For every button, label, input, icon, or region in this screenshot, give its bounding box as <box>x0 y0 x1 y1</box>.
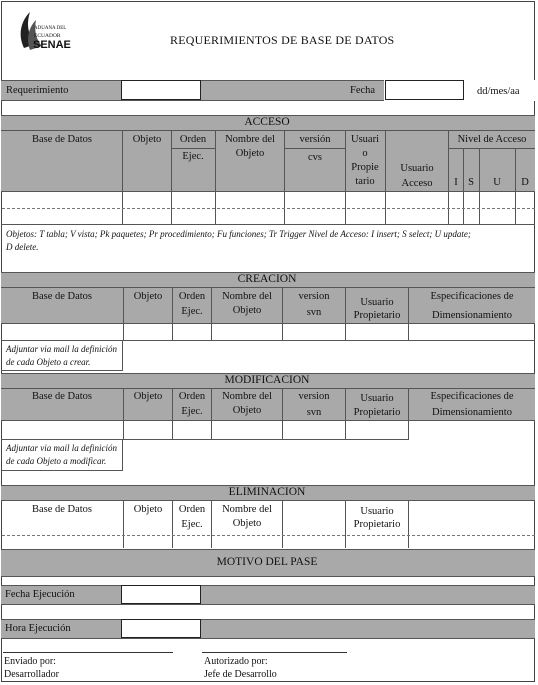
fecha-ejecucion-input[interactable] <box>121 585 201 604</box>
modificacion-col-nombre-1: Nombre del <box>222 391 272 402</box>
creacion-col-nombre-1: Nombre del <box>222 291 272 302</box>
acceso-col-s: S <box>468 177 474 188</box>
creacion-note-line1: Adjuntar via mail la definición <box>6 344 117 354</box>
acceso-col-orden-2: Ejec. <box>182 151 204 162</box>
modificacion-col-version-1: version <box>298 391 330 402</box>
modificacion-col-usuario-2: Propietario <box>353 407 401 418</box>
acceso-note-line2: D delete. <box>6 242 39 252</box>
eliminacion-col-objeto: Objeto <box>133 504 163 515</box>
hora-ejecucion-bar <box>1 619 535 639</box>
acceso-col-base: Base de Datos <box>31 134 93 145</box>
acceso-col-acceso-1: Usuario <box>400 163 434 174</box>
acceso-col-version-1: versión <box>299 134 331 145</box>
modificacion-col-orden-1: Orden <box>178 391 206 402</box>
eliminacion-col-orden-1: Orden <box>178 504 206 515</box>
eliminacion-col-usuario-1: Usuario <box>360 506 394 517</box>
acceso-col-version-2: cvs <box>308 152 322 163</box>
modificacion-col-espec-2: Dimensionamiento <box>432 407 512 418</box>
creacion-col-version-1: version <box>298 291 330 302</box>
acceso-col-usuario-1: Usuari <box>351 134 379 145</box>
acceso-col-usuario-3: Propie <box>351 162 379 173</box>
creacion-col-orden-1: Orden <box>178 291 206 302</box>
creacion-note-line2: de cada Objeto a crear. <box>6 357 91 367</box>
creacion-col-nombre-2: Objeto <box>232 305 262 316</box>
eliminacion-col-orden-2: Ejec. <box>181 519 203 530</box>
page-title: REQUERIMIENTOS DE BASE DE DATOS <box>170 33 395 47</box>
acceso-col-u: U <box>493 177 501 188</box>
logo-line2: ECUADOR <box>34 33 61 39</box>
acceso-col-nivel: Nivel de Acceso <box>457 134 527 145</box>
acceso-col-nombre-1: Nombre del <box>225 134 275 145</box>
fecha-ejecucion-bar <box>1 585 535 605</box>
acceso-col-usuario-4: tario <box>355 176 375 187</box>
eliminacion-col-nombre-1: Nombre del <box>222 504 272 515</box>
acceso-col-objeto: Objeto <box>132 134 162 145</box>
enviado-label: Enviado por: <box>4 656 56 667</box>
modificacion-col-espec-1: Especificaciones de <box>430 391 514 402</box>
creacion-title: CREACION <box>237 273 297 285</box>
acceso-col-nombre-2: Objeto <box>235 148 265 159</box>
fecha-ejecucion-label: Fecha Ejecución <box>5 589 75 600</box>
eliminacion-col-base: Base de Datos <box>31 504 93 515</box>
acceso-title: ACCESO <box>244 116 290 128</box>
creacion-col-usuario-2: Propietario <box>353 310 401 321</box>
hora-ejecucion-label: Hora Ejecución <box>5 623 71 634</box>
creacion-col-base: Base de Datos <box>31 291 93 302</box>
modificacion-note-line1: Adjuntar via mail la definición <box>6 443 117 453</box>
requerimiento-input[interactable] <box>121 80 201 100</box>
modificacion-col-nombre-2: Objeto <box>232 405 262 416</box>
logo-brand: SENAE <box>33 39 71 51</box>
acceso-col-usuario-2: o <box>362 148 368 159</box>
acceso-col-orden-1: Orden <box>179 134 207 145</box>
autorizado-label: Autorizado por: <box>204 656 268 667</box>
modificacion-title: MODIFICACION <box>224 374 310 386</box>
acceso-col-acceso-2: Acceso <box>401 178 433 189</box>
requerimiento-label: Requerimiento <box>6 85 69 96</box>
motivo-title: MOTIVO DEL PASE <box>216 556 318 568</box>
creacion-col-objeto: Objeto <box>133 291 163 302</box>
creacion-col-version-2: svn <box>306 307 322 318</box>
form-frame <box>1 1 535 682</box>
modificacion-col-base: Base de Datos <box>31 391 93 402</box>
eliminacion-col-nombre-2: Objeto <box>232 518 262 529</box>
modificacion-col-usuario-1: Usuario <box>360 393 394 404</box>
creacion-col-orden-2: Ejec. <box>181 306 203 317</box>
eliminacion-col-usuario-2: Propietario <box>353 519 401 530</box>
enviado-signature-line <box>3 652 173 653</box>
creacion-col-usuario-1: Usuario <box>360 297 394 308</box>
modificacion-note-line2: de cada Objeto a modificar. <box>6 456 107 466</box>
acceso-note-line1: Objetos: T tabla; V vista; Pk paquetes; Pr procedimiento; Fu funciones; Tr Trigger Nivel de Acceso: I insert; S select; U update; <box>6 229 471 239</box>
acceso-col-d: D <box>521 177 529 188</box>
modificacion-col-version-2: svn <box>306 407 322 418</box>
fecha-input[interactable] <box>385 80 464 100</box>
date-format-hint: dd/mes/aa <box>477 86 520 97</box>
autorizado-role: Jefe de Desarrollo <box>204 669 277 680</box>
hora-ejecucion-input[interactable] <box>121 619 201 638</box>
autorizado-signature-line <box>202 652 347 653</box>
modificacion-col-objeto: Objeto <box>133 391 163 402</box>
acceso-col-i: I <box>454 177 458 188</box>
modificacion-col-orden-2: Ejec. <box>181 406 203 417</box>
fecha-label: Fecha <box>350 85 376 96</box>
enviado-role: Desarrollador <box>4 669 59 680</box>
logo-line1: ADUANA DEL <box>34 26 67 31</box>
creacion-col-espec-2: Dimensionamiento <box>432 310 512 321</box>
eliminacion-title: ELIMINACION <box>228 486 306 498</box>
creacion-col-espec-1: Especificaciones de <box>430 291 514 302</box>
senae-logo <box>14 8 74 60</box>
